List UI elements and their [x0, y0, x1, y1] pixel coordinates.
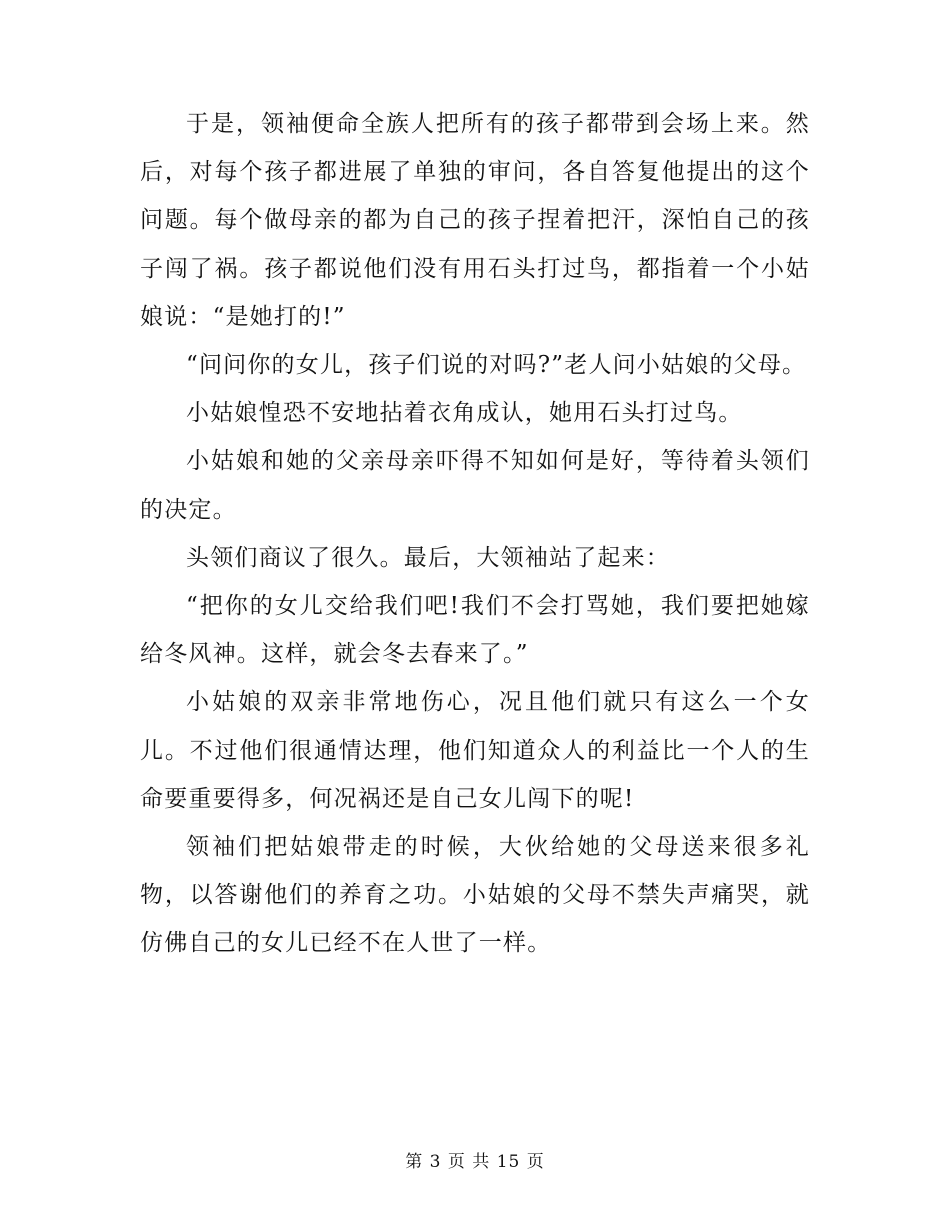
paragraph: 小姑娘惶恐不安地拈着衣角成认，她用石头打过鸟。	[186, 400, 743, 427]
paragraph: 小姑娘的双亲非常地伤心，况且他们就只有这么一个女儿。不过他们很通情达理，他们知道众人的利益比一个人的生命要重要得多，何况祸还是自己女儿闯下的呢!	[140, 689, 810, 812]
page-number-footer: 第 3 页 共 15 页	[405, 1152, 545, 1172]
paragraph: 领袖们把姑娘带走的时候，大伙给她的父母送来很多礼物，以答谢他们的养育之功。小姑娘的父母不禁失声痛哭，就仿佛自己的女儿已经不在人世了一样。	[140, 834, 810, 957]
paragraph: 头领们商议了很久。最后，大领袖站了起来：	[186, 544, 670, 571]
body-text	[140, 100, 810, 968]
paragraph: “问问你的女儿，孩子们说的对吗?”老人问小姑娘的父母。	[186, 352, 807, 379]
paragraph: 小姑娘和她的父亲母亲吓得不知如何是好，等待着头领们的决定。	[140, 448, 810, 523]
paragraph: “把你的女儿交给我们吧!我们不会打骂她，我们要把她嫁给冬风神。这样，就会冬去春来了。”	[140, 593, 810, 668]
paragraph: 于是，领袖便命全族人把所有的孩子都带到会场上来。然后，对每个孩子都进展了单独的审问，各自答复他提出的这个问题。每个做母亲的都为自己的孩子捏着把汗，深怕自己的孩子闯了祸。孩子都说他们没有用石头打过鸟，都指着一个小姑娘说：“是她打的!”	[140, 111, 810, 330]
